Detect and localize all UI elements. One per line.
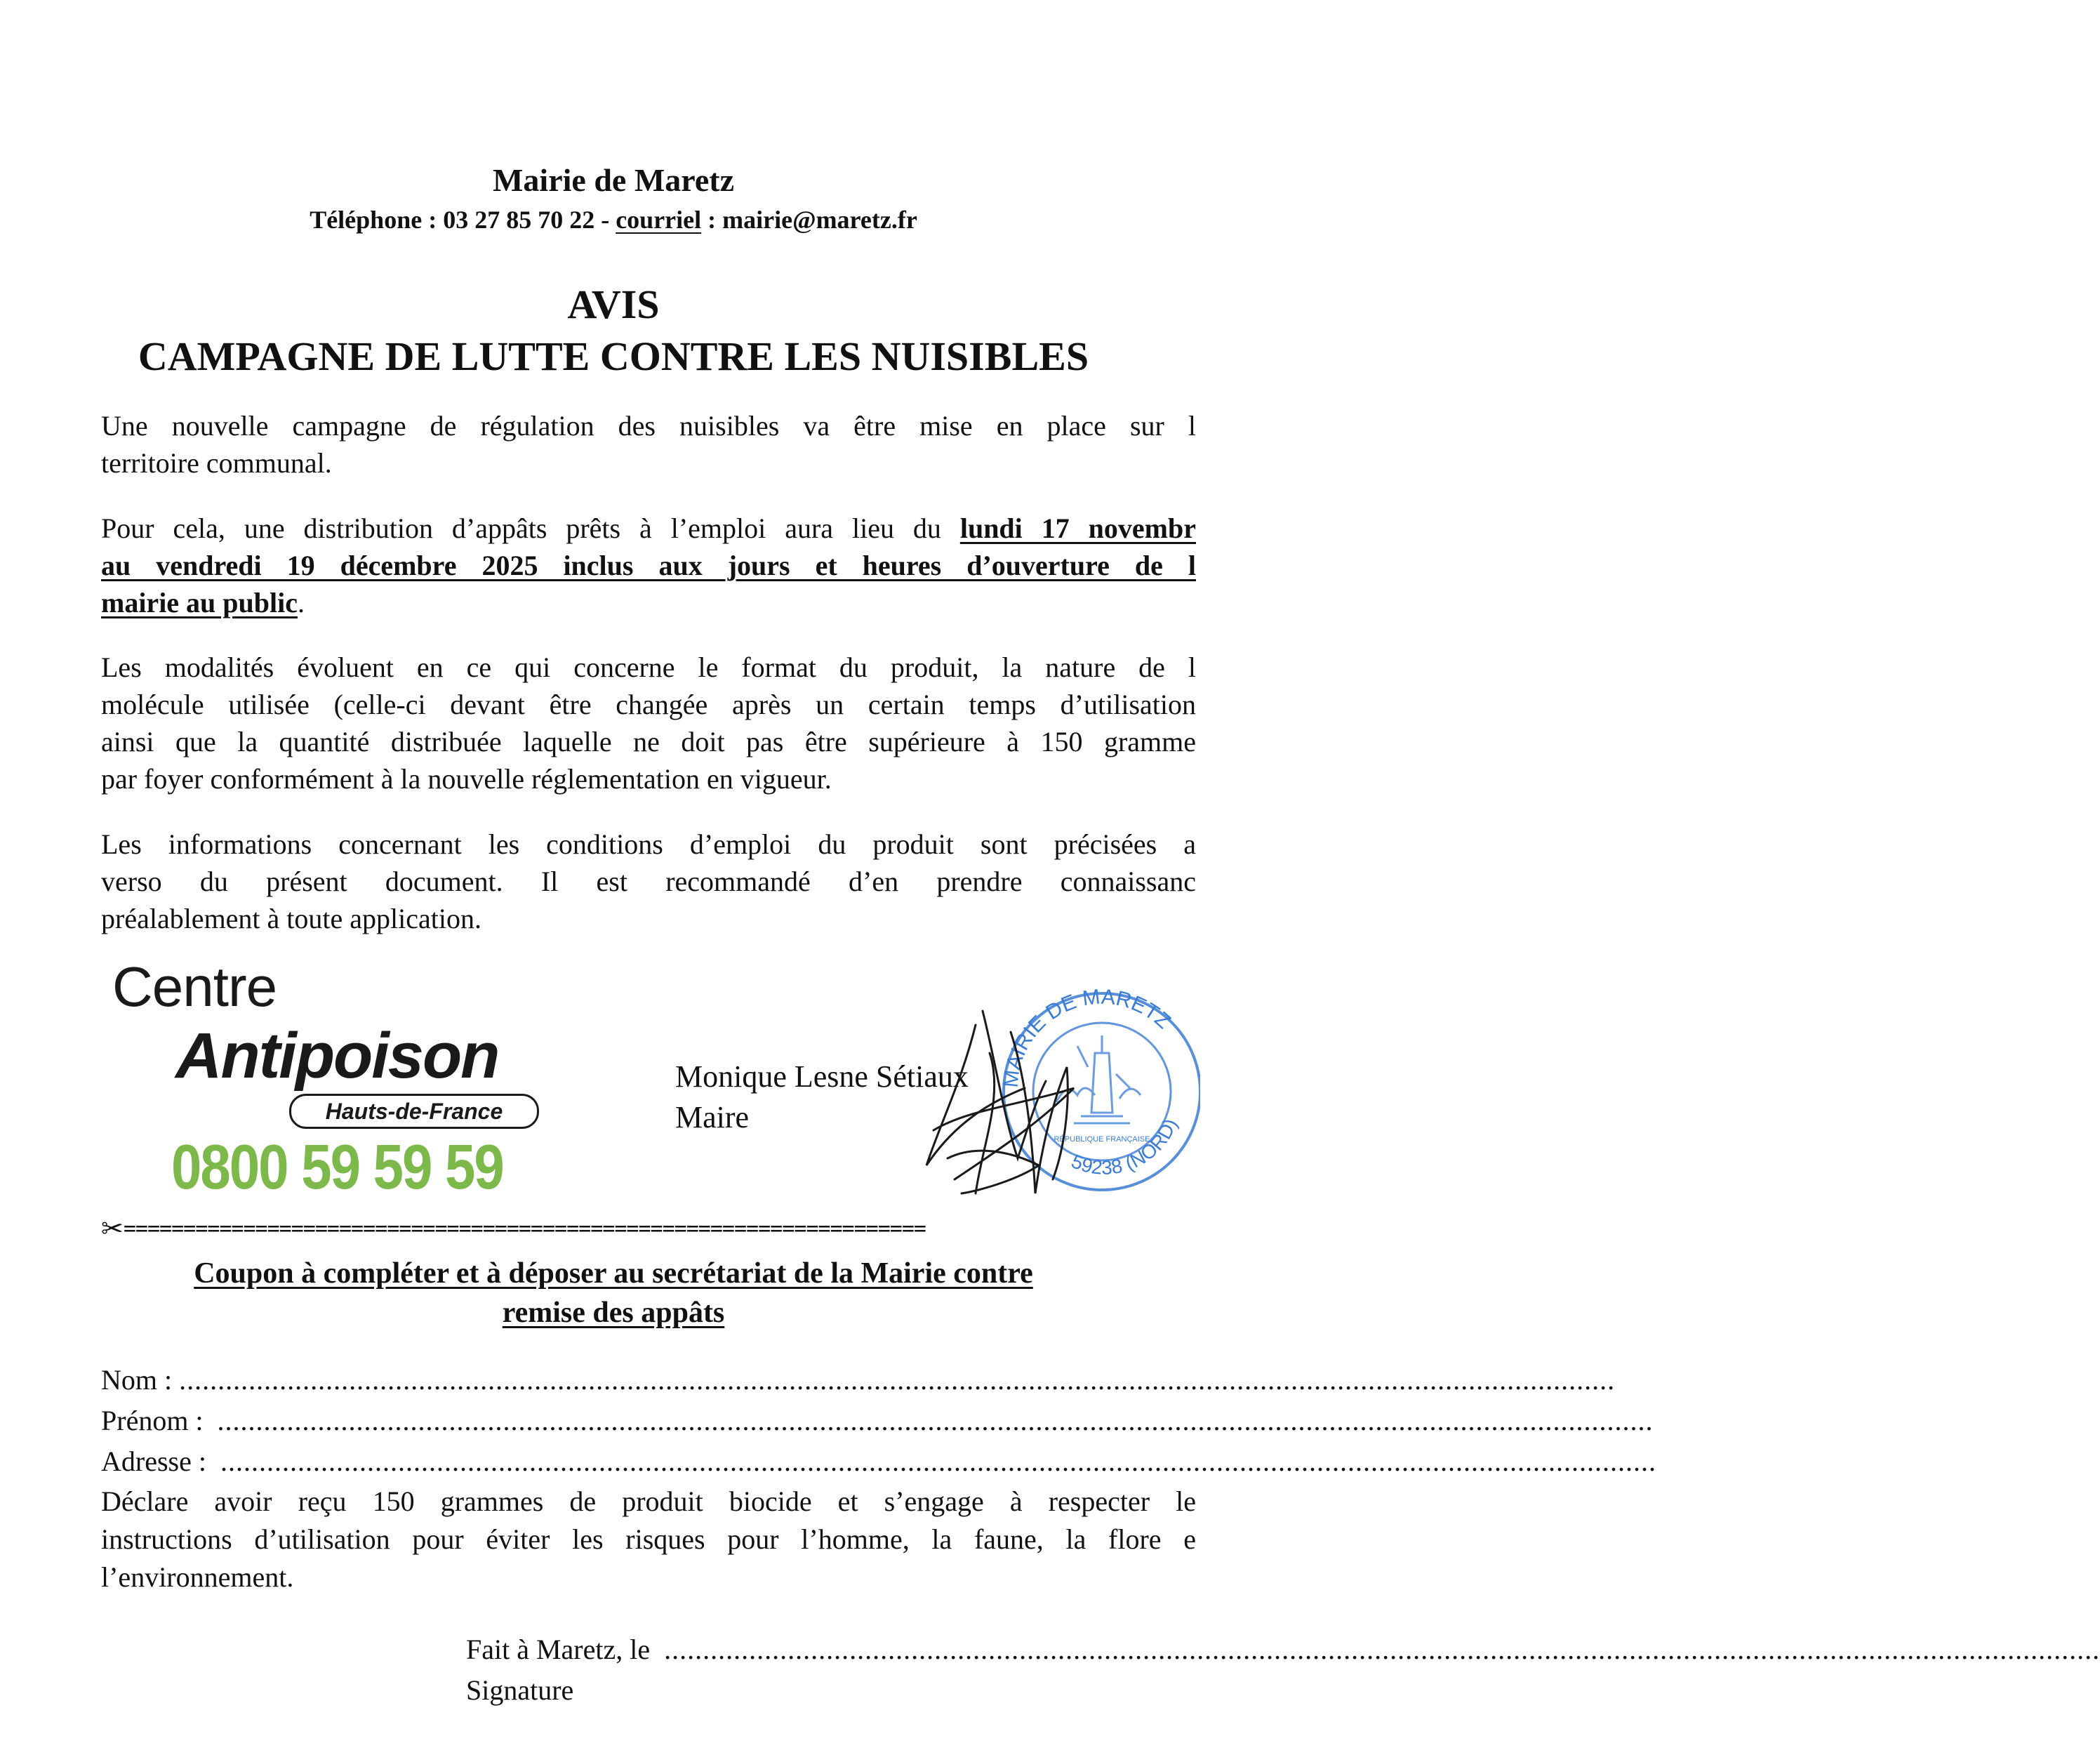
date-field[interactable] xyxy=(466,1630,2100,1669)
coupon-title-line: Coupon à compléter et à déposer au secrétariat de la Mairie contre xyxy=(194,1257,1033,1290)
logo-centre-text: Centre xyxy=(112,955,277,1018)
logo-phone-number: 0800 59 59 59 xyxy=(171,1131,503,1203)
coupon-subtitle xyxy=(0,1296,1227,1330)
logo-antipoison-text: Antipoison xyxy=(175,1020,499,1092)
adresse-label: Adresse : xyxy=(101,1445,206,1477)
paragraph-line: molécule utilisée (celle-ci devant être changée après un certain temps d’utilisation xyxy=(101,689,1196,720)
contact-email-label: courriel xyxy=(616,206,702,234)
antipoison-logo xyxy=(105,955,554,1207)
signature-field[interactable] xyxy=(466,1671,573,1710)
scissors-icon: ✂ xyxy=(101,1213,124,1244)
declaration-line: Déclare avoir reçu 150 grammes de produit biocide et s’engage à respecter le xyxy=(101,1485,1196,1517)
contact-phone: Téléphone : 03 27 85 70 22 - xyxy=(310,206,616,234)
paragraph-line: Une nouvelle campagne de régulation des nuisibles va être mise en place sur l xyxy=(101,410,1196,442)
paragraph-line xyxy=(101,584,1196,621)
distribution-location: mairie au public xyxy=(101,587,298,618)
stamp-top-text: MAIRIE DE MARETZ xyxy=(999,985,1176,1089)
notice-subtitle: CAMPAGNE DE LUTTE CONTRE LES NUISIBLES xyxy=(138,333,1089,379)
paragraph-line: Les informations concernant les conditions d’emploi du produit sont précisées a xyxy=(101,828,1196,860)
nom-label: Nom : xyxy=(101,1364,173,1396)
nom-field[interactable] xyxy=(101,1361,1616,1400)
paragraph-line: préalablement à toute application. xyxy=(101,903,481,934)
paragraph-intro xyxy=(101,407,1196,482)
coupon-title-line: remise des appâts xyxy=(502,1297,725,1329)
coupon-title xyxy=(0,1257,1227,1290)
cut-line-dashes: =================================================================== xyxy=(123,1216,926,1241)
contact-email: : mairie@maretz.fr xyxy=(701,206,917,234)
paragraph-line: ainsi que la quantité distribuée laquelle ne doit pas être supérieure à 150 gramme xyxy=(101,726,1196,757)
declaration-line: l’environnement. xyxy=(101,1561,294,1593)
paragraph-line xyxy=(101,510,1196,547)
adresse-dots: .......................................................................................................................................................................................... xyxy=(220,1445,1656,1477)
org-name: Mairie de Maretz xyxy=(493,162,734,198)
adresse-field[interactable] xyxy=(101,1442,1656,1481)
signatory-name: Monique Lesne Sétiaux xyxy=(675,1059,969,1094)
paragraph-information xyxy=(101,826,1196,937)
paragraph-modalities xyxy=(101,649,1196,797)
stamp-bottom-text: 59238 (NORD) xyxy=(1068,1116,1182,1179)
declaration xyxy=(101,1483,1196,1596)
handwritten-signature xyxy=(912,983,1095,1214)
prenom-label: Prénom : xyxy=(101,1405,204,1436)
declaration-line: instructions d’utilisation pour éviter les risques pour l’homme, la faune, la flore e xyxy=(101,1523,1196,1555)
contact-line xyxy=(0,205,1227,234)
paragraph-distribution xyxy=(101,510,1196,621)
paragraph-line: verso du présent document. Il est recommandé d’en prendre connaissanc xyxy=(101,866,1196,897)
prenom-dots: .......................................................................................................................................................................................... xyxy=(217,1405,1654,1436)
stamp-center-text: RÉPUBLIQUE FRANÇAISE xyxy=(1054,1135,1150,1144)
paragraph-line: par foyer conformément à la nouvelle réglementation en vigueur. xyxy=(101,763,832,795)
date-dots: .......................................................................................................................................................................................... xyxy=(664,1634,2100,1665)
signatory-role: Maire xyxy=(675,1100,750,1134)
distribution-dates-end: au vendredi 19 décembre 2025 inclus aux jours et heures d’ouverture de l xyxy=(101,550,1196,581)
text-run: . xyxy=(298,587,305,618)
distribution-dates-start: lundi 17 novembr xyxy=(959,512,1196,544)
signature-label: Signature xyxy=(466,1674,574,1706)
paragraph-line: territoire communal. xyxy=(101,447,332,479)
logo-region-badge: Hauts-de-France xyxy=(289,1094,539,1129)
text-run: Pour cela, une distribution d’appâts prêts à l’emploi aura lieu du xyxy=(101,512,960,544)
fait-label: Fait à Maretz, le xyxy=(466,1634,651,1665)
notice-title: AVIS xyxy=(567,282,660,327)
cut-line xyxy=(101,1213,1168,1244)
nom-dots: .......................................................................................................................................................................................... xyxy=(179,1364,1616,1396)
paragraph-line: Les modalités évoluent en ce qui concerne le format du produit, la nature de l xyxy=(101,651,1196,683)
prenom-field[interactable] xyxy=(101,1401,1654,1441)
